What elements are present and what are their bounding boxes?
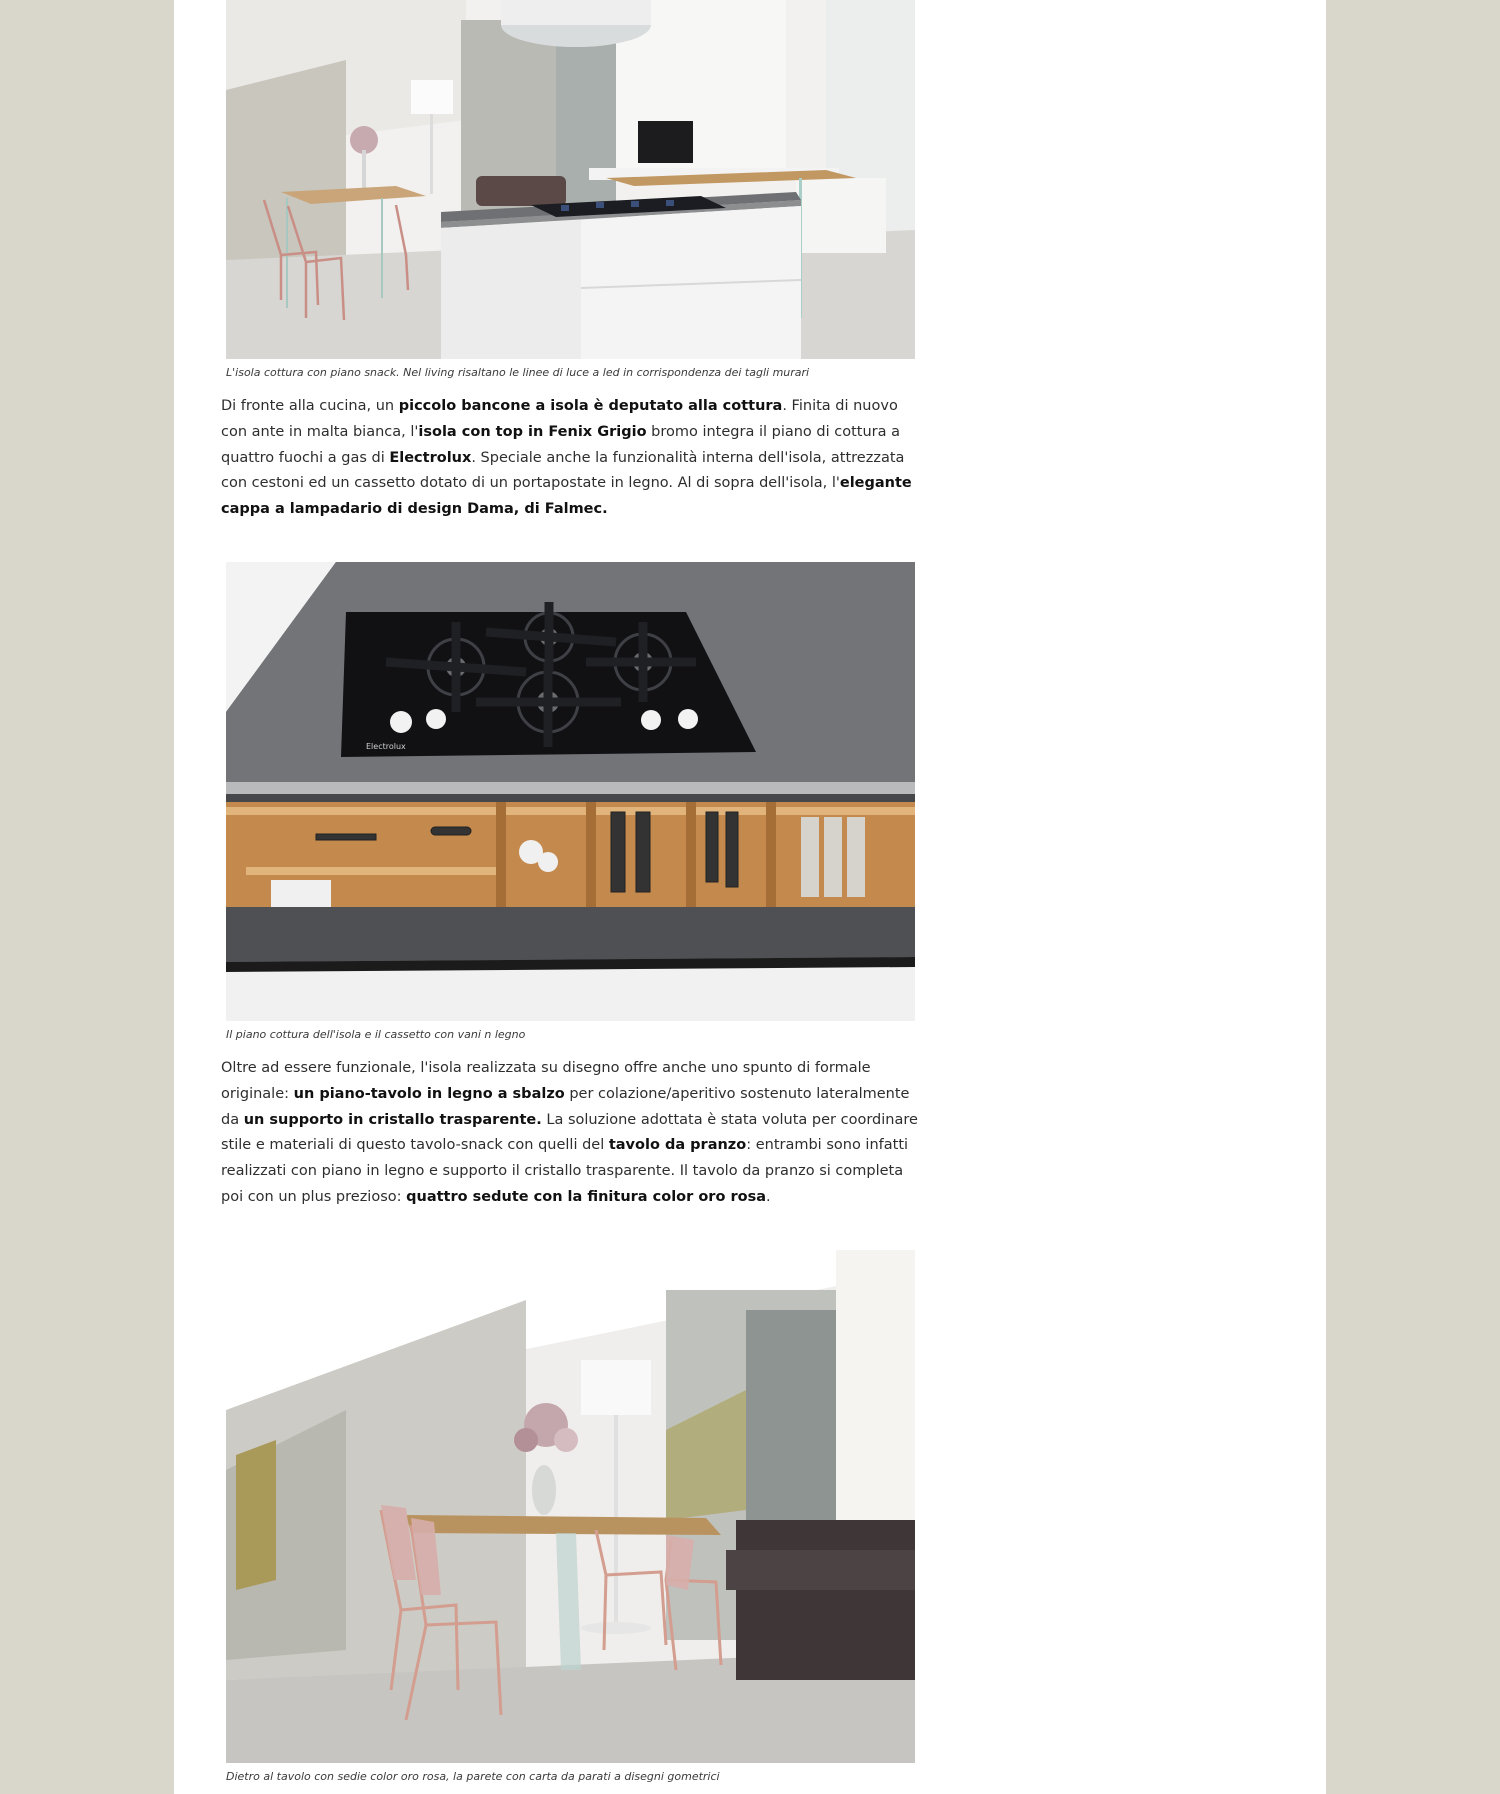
cooktop-drawer-illustration	[226, 562, 915, 1021]
bold-text: Electrolux	[389, 449, 472, 466]
bold-text: un supporto in cristallo trasparente.	[243, 1111, 542, 1128]
bold-text: piccolo bancone a isola è deputato alla cottura	[398, 398, 783, 414]
text: bromo integra il piano di cottura a quattro fuochi a gas di	[221, 423, 900, 466]
text: . Finita di nuovo con ante in malta bianca, l'	[221, 398, 898, 440]
text: : entrambi sono infatti realizzati con piano in legno e supporto il cristallo trasparente. Il tavolo da pranzo si completa poi con un plus prezioso:	[221, 1137, 909, 1205]
bold-text: tavolo da pranzo	[608, 1137, 747, 1154]
bold-text: isola con top in Fenix Grigio	[418, 423, 647, 440]
photo-cooktop-drawer	[226, 562, 915, 1021]
text: . Speciale anche la funzionalità interna dell'isola, attrezzata con cestoni ed un cassetto dotato di un portapostate in legno. Al di sopra dell'isola, l'	[221, 449, 905, 492]
text: La soluzione adottata è stata voluta per coordinare stile e materiali di questo tavolo-snack con quelli del	[221, 1111, 918, 1154]
paragraph-snack-table-description	[221, 1056, 921, 1211]
paragraph-island-description	[221, 394, 921, 523]
figure-kitchen-island	[226, 0, 915, 379]
dining-table-illustration	[226, 1250, 915, 1763]
text: .	[765, 1188, 771, 1205]
kitchen-island-illustration	[226, 0, 915, 359]
figure-dining-table	[226, 1250, 915, 1783]
bold-text: elegante cappa a lampadario di design Dama, di Falmec.	[221, 475, 912, 518]
text: Di fronte alla cucina, un	[221, 398, 399, 414]
figure-caption: Dietro al tavolo con sedie color oro rosa, la parete con carta da parati a disegni gometrici	[226, 1770, 720, 1783]
figure-caption: Il piano cottura dell'isola e il cassetto con vani n legno	[226, 1028, 526, 1041]
photo-kitchen-island	[226, 0, 915, 359]
bold-text: quattro sedute con la finitura color oro rosa	[406, 1188, 766, 1205]
figure-cooktop-drawer	[226, 562, 915, 1041]
figure-caption: L'isola cottura con piano snack. Nel living risaltano le linee di luce a led in corrispondenza dei tagli murari	[226, 366, 810, 379]
bold-text: un piano-tavolo in legno a sbalzo	[293, 1085, 565, 1102]
text: per colazione/aperitivo sostenuto lateralmente da	[221, 1085, 910, 1128]
photo-dining-table	[226, 1250, 915, 1763]
brand-logo-text: Electrolux	[366, 742, 406, 751]
article-content	[174, 0, 1326, 1794]
text: Oltre ad essere funzionale, l'isola realizzata su disegno offre anche uno spunto di formale originale:	[221, 1060, 871, 1102]
